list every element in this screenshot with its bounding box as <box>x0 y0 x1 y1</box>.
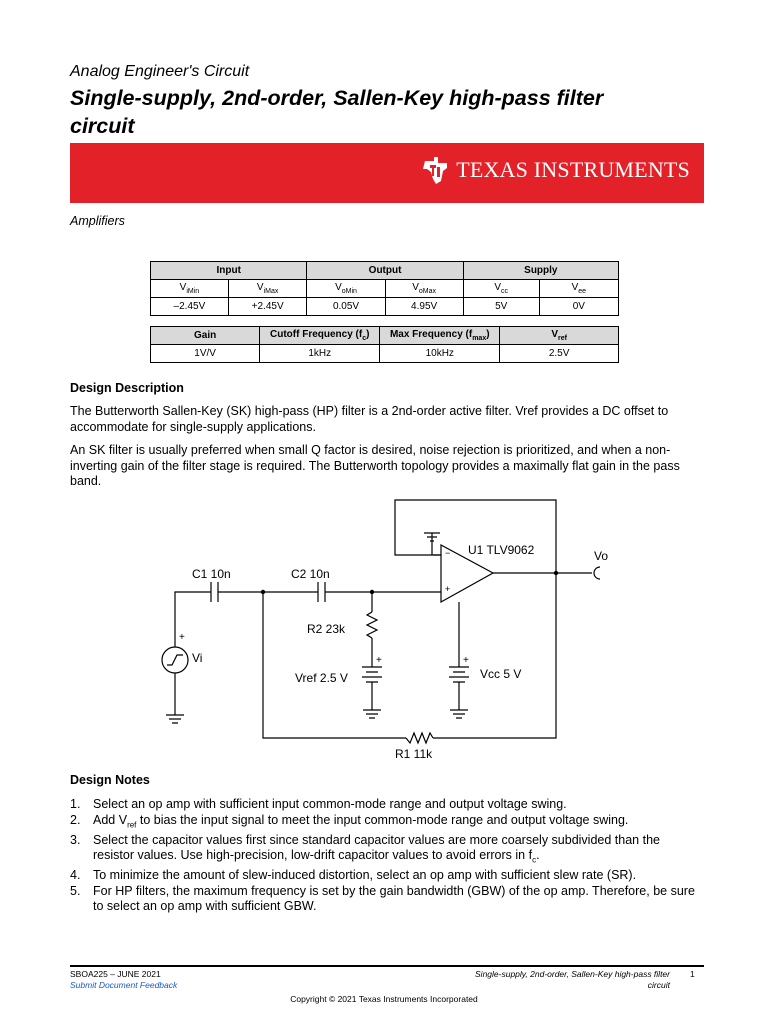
table-subheader: $V_{ee}$ <box>539 280 618 298</box>
doc-id: SBOA225 – JUNE 2021 <box>70 969 161 979</box>
table-header: Max Frequency $(f_{max})$ <box>380 327 500 345</box>
table-cell: 0V <box>539 298 618 316</box>
table-header-output: Output <box>307 262 463 280</box>
category-label: Amplifiers <box>70 214 125 228</box>
c1-label: C1 10n <box>192 567 231 581</box>
list-item: 4. To minimize the amount of slew-induced distortion, select an op amp with sufficient slew rate (SR). <box>70 868 637 882</box>
list-item: 1. Select an op amp with sufficient input common-mode range and output voltage swing. <box>70 797 567 811</box>
page-title: Single-supply, 2nd-order, Sallen-Key high-pass filter circuit <box>70 86 604 138</box>
c2-label: C2 10n <box>291 567 330 581</box>
design-description-p1: The Butterworth Sallen-Key (SK) high-pass (HP) filter is a 2nd-order active filter. Vref provides a DC offset to accommodate for single-supply applications. <box>70 404 669 434</box>
brand-banner <box>70 143 704 203</box>
opamp-plus-pin: + <box>445 584 451 594</box>
vref-label: Vref 2.5 V <box>295 671 348 685</box>
list-item: 3. Select the capacitor values first since standard capacitor values are more coarsely subdivided than the resistor values. Use high-precision, low-drift capacitor values to avoid errors in $f_c$. <box>70 832 660 865</box>
table-cell: 10kHz <box>380 345 500 363</box>
vi-plus-sign: + <box>179 632 185 643</box>
copyright: Copyright © 2021 Texas Instruments Incorporated <box>290 994 478 1004</box>
ti-state-icon <box>421 155 451 185</box>
spec-table-filter <box>150 326 619 363</box>
table-cell: 2.5V <box>500 345 619 363</box>
design-notes-list <box>70 797 700 915</box>
table-cell: +2.45V <box>228 298 307 316</box>
table-cell: 0.05V <box>307 298 385 316</box>
vcc-label: Vcc 5 V <box>480 667 522 681</box>
list-item: 5. For HP filters, the maximum frequency is set by the gain bandwidth (GBW) of the op amp. Therefore, be sure to select an op amp with sufficient GBW. <box>70 883 695 913</box>
r1-label: R1 11k <box>395 747 433 761</box>
table-subheader: $V_{iMax}$ <box>228 280 307 298</box>
brand-wordmark: TEXAS INSTRUMENTS <box>456 157 690 182</box>
table-header-supply: Supply <box>463 262 618 280</box>
opamp-minus-pin: − <box>445 548 451 558</box>
table-cell: 1kHz <box>260 345 380 363</box>
vcc-plus-sign: + <box>463 655 469 666</box>
table-cell: 5V <box>463 298 539 316</box>
vi-label: Vi <box>192 651 203 665</box>
spec-table-io <box>150 261 619 316</box>
page-number: 1 <box>690 969 695 979</box>
design-description-p2: An SK filter is usually preferred when small Q factor is desired, noise rejection is prioritized, and when a non-inverting gain of the filter stage is required. The Butterworth topology provides a maximally flat gain in the pass band. <box>70 443 680 488</box>
footer-left <box>70 969 177 991</box>
table-header: Gain <box>151 327 260 345</box>
table-cell: 1V/V <box>151 345 260 363</box>
table-cell: –2.45V <box>151 298 229 316</box>
table-header: $V_{ref}$ <box>500 327 619 345</box>
footer-divider <box>70 965 704 967</box>
table-header: Cutoff Frequency $(f_c)$ <box>260 327 380 345</box>
table-cell: 4.95V <box>385 298 463 316</box>
table-subheader: $V_{oMin}$ <box>307 280 385 298</box>
design-notes-heading: Design Notes <box>70 773 150 787</box>
table-header-input: Input <box>151 262 307 280</box>
doc-kicker: Analog Engineer's Circuit <box>70 63 250 80</box>
vo-label: Vo <box>594 549 609 563</box>
list-item: 2. Add $V_{ref}$ to bias the input signal to meet the input common-mode range and output voltage swing. <box>70 812 629 829</box>
vref-plus-sign: + <box>376 655 382 666</box>
table-subheader: $V_{iMin}$ <box>151 280 229 298</box>
feedback-link[interactable]: Submit Document Feedback <box>70 980 178 990</box>
table-subheader: $V_{cc}$ <box>463 280 539 298</box>
r2-label: R2 23k <box>307 622 346 636</box>
opamp-label: U1 TLV9062 <box>468 543 535 557</box>
footer-doc-title: Single-supply, 2nd-order, Sallen-Key high-pass filter circuit <box>475 969 670 990</box>
design-description-heading: Design Description <box>70 381 184 395</box>
table-subheader: $V_{oMax}$ <box>385 280 463 298</box>
ti-logo <box>421 155 690 185</box>
